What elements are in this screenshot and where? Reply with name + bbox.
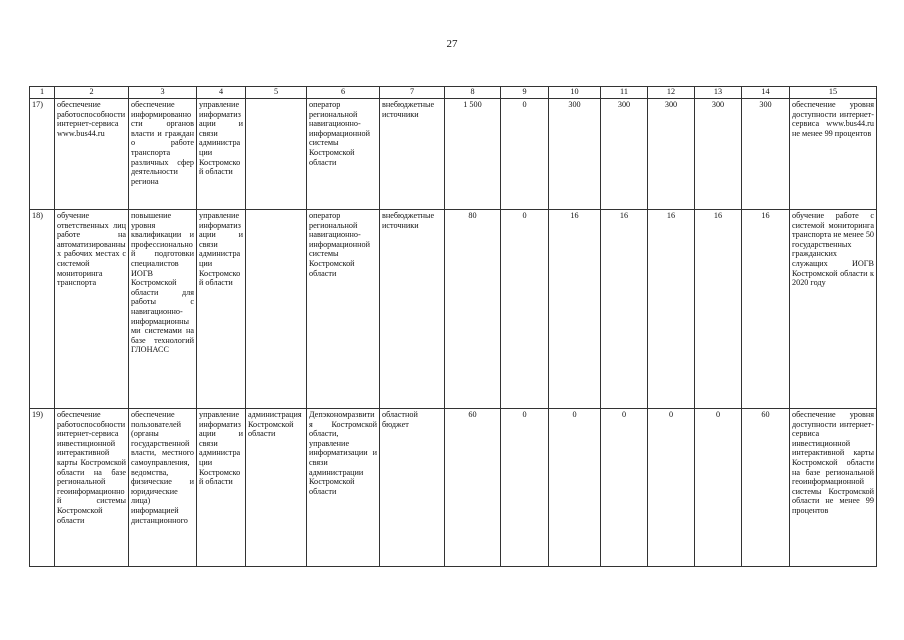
column-number: 9 xyxy=(501,87,549,99)
measure-cell: обеспечение работоспособности интернет-сервиса www.bus44.ru xyxy=(55,99,129,210)
year-value-cell: 300 xyxy=(601,99,648,210)
goal-cell: обеспечение информированности органов власти и граждан о работе транспорта различных сфер деятельности региона xyxy=(129,99,197,210)
total-cell: 60 xyxy=(445,409,501,567)
year-value-cell: 60 xyxy=(742,409,790,567)
goal-cell: повышение уровня квалификации и профессиональной подготовки специалистов ИОГВ Костромской области для работы с навигационно-информационными системами на базе технологий ГЛОНАСС xyxy=(129,210,197,409)
column-number: 12 xyxy=(648,87,695,99)
year-value-cell: 16 xyxy=(549,210,601,409)
column-number: 14 xyxy=(742,87,790,99)
measure-cell: обеспечение работоспособности интернет-сервиса инвестиционной интерактивной карты Костромской области на базе региональной геоинформационной системы Костромской области xyxy=(55,409,129,567)
year-value-cell: 0 xyxy=(695,409,742,567)
operator-cell: Депэкономразвития Костромской области, управление информатизации и связи администрации Костромской области xyxy=(307,409,380,567)
row-number: 17) xyxy=(30,99,55,210)
year-value-cell: 0 xyxy=(601,409,648,567)
column-number: 6 xyxy=(307,87,380,99)
column-number: 11 xyxy=(601,87,648,99)
year-value-cell: 300 xyxy=(695,99,742,210)
year-value-cell: 16 xyxy=(695,210,742,409)
funding-source-cell: областной бюджет xyxy=(380,409,445,567)
page-number: 27 xyxy=(446,38,458,50)
result-cell: обеспечение уровня доступности интернет-сервиса www.bus44.ru не менее 99 процентов xyxy=(790,99,877,210)
operator-cell: оператор региональной навигационно-информационной системы Костромской области xyxy=(307,99,380,210)
year-value-cell: 0 xyxy=(501,409,549,567)
table-row xyxy=(30,99,877,210)
year-value-cell: 300 xyxy=(648,99,695,210)
table-row xyxy=(30,210,877,409)
table-row xyxy=(30,409,877,567)
row-number: 18) xyxy=(30,210,55,409)
column-number: 1 xyxy=(30,87,55,99)
executor-cell: управление информатизации и связи администрации Костромской области xyxy=(197,210,246,409)
column-number: 5 xyxy=(246,87,307,99)
result-cell: обучение работе с системой мониторинга транспорта не менее 50 государственных гражданских служащих ИОГВ Костромской области к 2020 году xyxy=(790,210,877,409)
column-number: 10 xyxy=(549,87,601,99)
year-value-cell: 16 xyxy=(742,210,790,409)
program-table xyxy=(29,86,877,567)
year-value-cell: 0 xyxy=(549,409,601,567)
executor-cell: управление информатизации и связи администрации Костромской области xyxy=(197,409,246,567)
year-value-cell: 300 xyxy=(549,99,601,210)
year-value-cell: 0 xyxy=(648,409,695,567)
row-number: 19) xyxy=(30,409,55,567)
column-number: 7 xyxy=(380,87,445,99)
executor-cell: управление информатизации и связи администрации Костромской области xyxy=(197,99,246,210)
year-value-cell: 0 xyxy=(501,99,549,210)
year-value-cell: 16 xyxy=(648,210,695,409)
total-cell: 80 xyxy=(445,210,501,409)
funding-source-cell: внебюджетные источники xyxy=(380,210,445,409)
column-number: 2 xyxy=(55,87,129,99)
coexecutor-cell xyxy=(246,99,307,210)
year-value-cell: 300 xyxy=(742,99,790,210)
result-cell: обеспечение уровня доступности интернет-сервиса инвестиционной интерактивной карты Костромской области на базе региональной геоинформационной системы Костромской области не менее 99 процентов xyxy=(790,409,877,567)
operator-cell: оператор региональной навигационно-информационной системы Костромской области xyxy=(307,210,380,409)
coexecutor-cell xyxy=(246,210,307,409)
column-number: 3 xyxy=(129,87,197,99)
total-cell: 1 500 xyxy=(445,99,501,210)
column-number: 13 xyxy=(695,87,742,99)
column-number-row xyxy=(30,87,877,99)
column-number: 15 xyxy=(790,87,877,99)
year-value-cell: 16 xyxy=(601,210,648,409)
goal-cell: обеспечение пользователей (органы государственной власти, местного самоуправления, ведомства, физические и юридические лица) информацией дистанционного xyxy=(129,409,197,567)
year-value-cell: 0 xyxy=(501,210,549,409)
funding-source-cell: внебюджетные источники xyxy=(380,99,445,210)
column-number: 4 xyxy=(197,87,246,99)
coexecutor-cell: администрация Костромской области xyxy=(246,409,307,567)
measure-cell: обучение ответственных лиц работе на автоматизированных рабочих местах с системой мониторинга транспорта xyxy=(55,210,129,409)
column-number: 8 xyxy=(445,87,501,99)
